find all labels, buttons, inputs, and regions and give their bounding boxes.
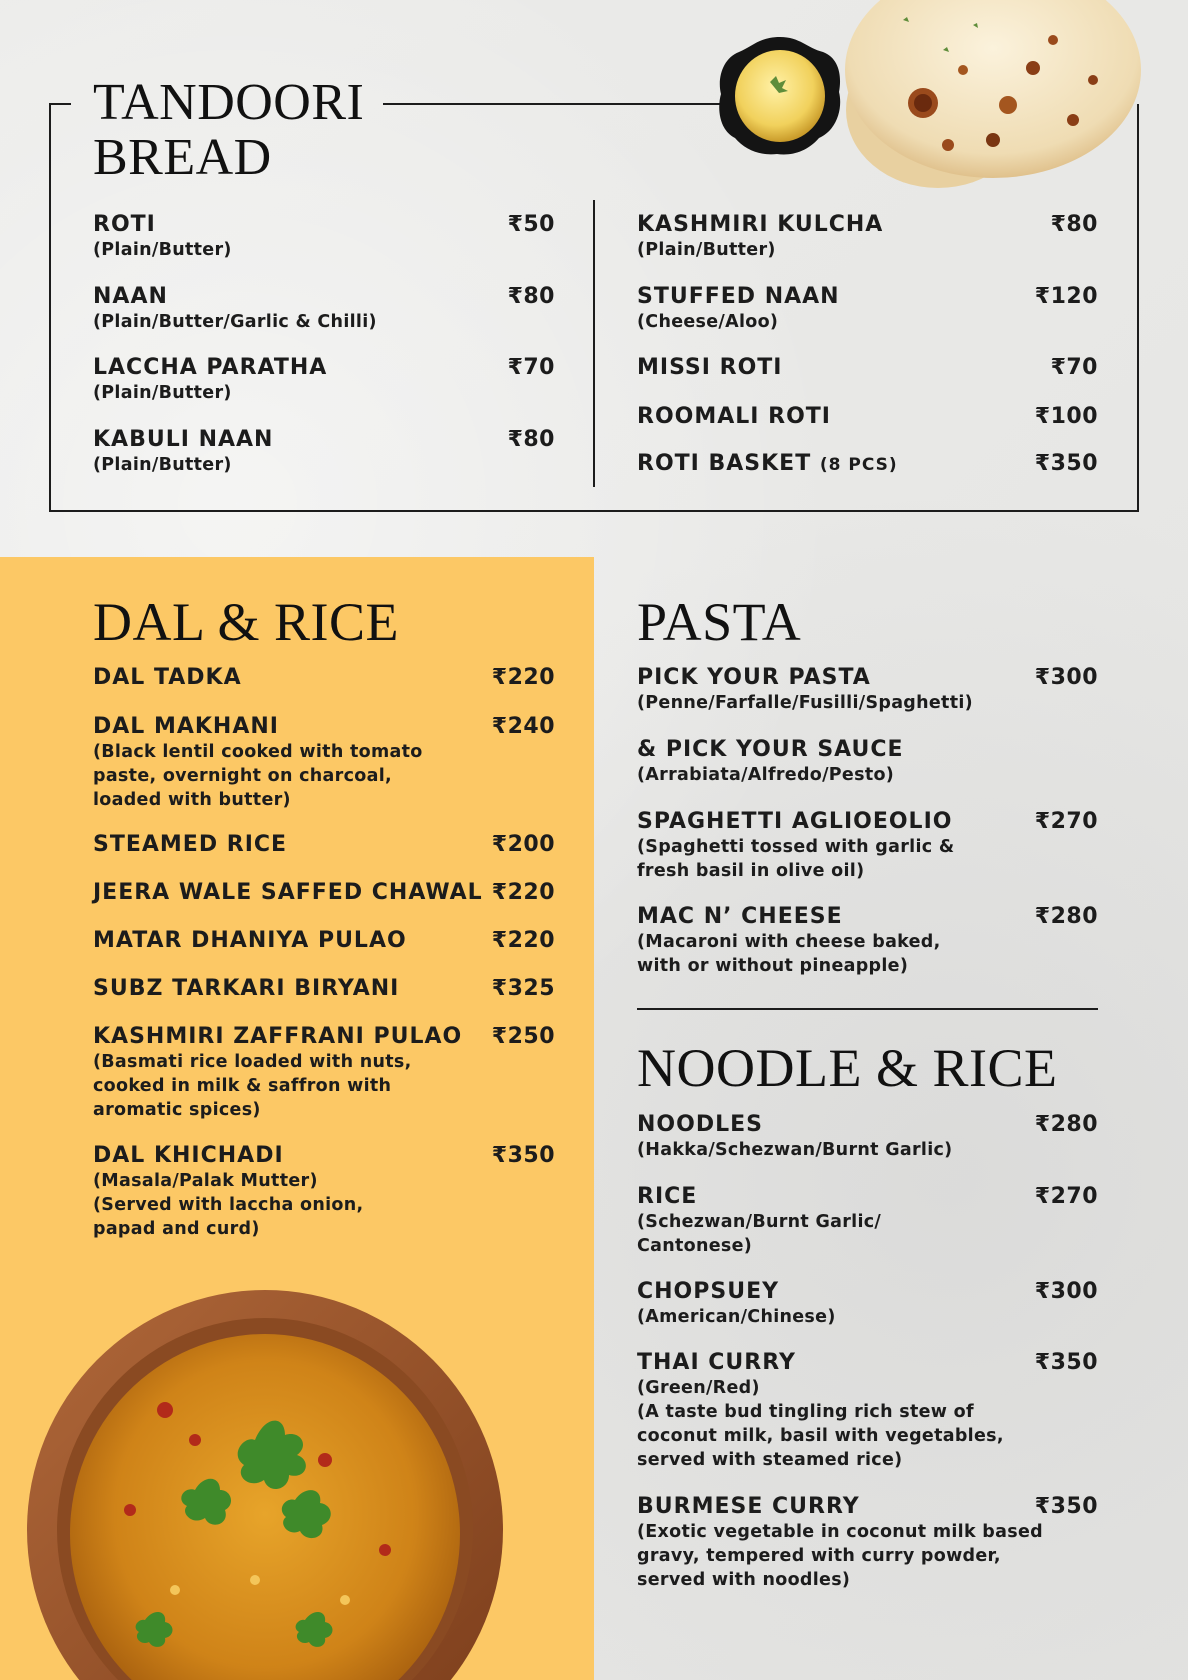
item-name: ROTI BASKET [637,451,812,476]
item-price: ₹80 [507,284,555,309]
menu-item [637,1350,1098,1472]
item-price: ₹280 [1034,1112,1098,1137]
item-desc-line: (Penne/Farfalle/Fusilli/Spaghetti) [637,693,973,713]
item-name: ROOMALI ROTI [637,404,831,429]
item-name: KABULI NAAN [93,427,274,452]
item-name: KASHMIRI KULCHA [637,212,884,237]
tandoori-frame-top-right [383,103,722,105]
item-price: ₹280 [1034,904,1098,929]
item-price: ₹70 [1050,355,1098,380]
item-price: ₹325 [491,976,555,1001]
item-desc-line: served with noodles) [637,1570,851,1590]
noodle-rice-title: NOODLE & RICE [637,1038,1058,1098]
item-desc-line: paste, overnight on charcoal, [93,766,392,786]
menu-item [93,714,555,812]
pasta-title: PASTA [637,592,802,652]
item-name-wrap [637,451,1098,478]
item-name: CHOPSUEY [637,1279,780,1304]
menu-item [637,737,1098,787]
item-price: ₹80 [507,427,555,452]
pasta-noodle-divider [637,1008,1098,1010]
menu-item [93,1024,555,1122]
item-name: PICK YOUR PASTA [637,665,871,690]
menu-item [637,665,1098,715]
item-desc: (Plain/Butter) [93,240,232,260]
item-desc-line: (Hakka/Schezwan/Burnt Garlic) [637,1140,953,1160]
item-name: & PICK YOUR SAUCE [637,737,904,762]
item-name: SUBZ TARKARI BIRYANI [93,976,400,1001]
menu-item [93,976,555,1002]
item-desc-line: (Masala/Palak Mutter) [93,1171,318,1191]
dal-bowl-image [25,1290,520,1680]
menu-item [637,284,1098,334]
item-name: RICE [637,1184,698,1209]
menu-item [93,427,555,477]
item-desc-line: gravy, tempered with curry powder, [637,1546,1001,1566]
menu-item [93,928,555,954]
item-price: ₹300 [1034,1279,1098,1304]
naan-image [843,0,1143,195]
item-desc-line: (Spaghetti tossed with garlic & [637,837,955,857]
tandoori-frame-top-left [49,103,71,105]
dip-bowl-image [715,34,845,159]
item-price: ₹220 [491,880,555,905]
item-name: MAC N’ CHEESE [637,904,843,929]
item-name: JEERA WALE SAFFED CHAWAL [93,880,483,905]
item-desc-line: cooked in milk & saffron with [93,1076,392,1096]
item-price: ₹350 [1034,1350,1098,1375]
item-desc-line: with or without pineapple) [637,956,909,976]
menu-item [637,355,1098,381]
item-desc: (Plain/Butter) [637,240,776,260]
item-price: ₹350 [1034,451,1098,476]
item-name: NOODLES [637,1112,763,1137]
item-name: MATAR DHANIYA PULAO [93,928,407,953]
item-price: ₹220 [491,928,555,953]
item-desc-line: loaded with butter) [93,790,291,810]
item-name: BURMESE CURRY [637,1494,860,1519]
menu-item [93,284,555,334]
item-price: ₹300 [1034,665,1098,690]
item-name-suffix: (8 PCS) [819,455,898,475]
tandoori-title-line1: TANDOORI [93,74,365,131]
item-desc-line: (Green/Red) [637,1378,760,1398]
menu-item [637,809,1098,883]
item-name: KASHMIRI ZAFFRANI PULAO [93,1024,463,1049]
item-desc: (Cheese/Aloo) [637,312,779,332]
item-price: ₹270 [1034,1184,1098,1209]
item-price: ₹240 [491,714,555,739]
item-name: THAI CURRY [637,1350,796,1375]
menu-item [637,1494,1098,1592]
tandoori-title [93,75,364,185]
item-name: DAL KHICHADI [93,1143,284,1168]
item-price: ₹100 [1034,404,1098,429]
item-desc-line: (American/Chinese) [637,1307,836,1327]
menu-item [93,1143,555,1241]
menu-item [637,1279,1098,1329]
menu-item [637,1112,1098,1162]
item-desc-line: (Exotic vegetable in coconut milk based [637,1522,1043,1542]
item-name: NAAN [93,284,168,309]
item-desc-line: (Served with laccha onion, [93,1195,364,1215]
item-desc-line: (Arrabiata/Alfredo/Pesto) [637,765,895,785]
item-desc-line: Cantonese) [637,1236,753,1256]
item-price: ₹350 [1034,1494,1098,1519]
menu-item [637,1184,1098,1258]
menu-item [93,832,555,858]
item-price: ₹120 [1034,284,1098,309]
item-desc-line: fresh basil in olive oil) [637,861,865,881]
menu-item [637,404,1098,430]
item-name: SPAGHETTI AGLIOEOLIO [637,809,953,834]
item-desc-line: (Macaroni with cheese baked, [637,932,941,952]
item-desc: (Plain/Butter) [93,383,232,403]
item-price: ₹270 [1034,809,1098,834]
item-name: DAL TADKA [93,665,242,690]
tandoori-title-line2: BREAD [93,129,272,186]
menu-item [93,212,555,262]
item-price: ₹350 [491,1143,555,1168]
item-name: DAL MAKHANI [93,714,279,739]
item-desc-line: (Black lentil cooked with tomato [93,742,423,762]
item-name: LACCHA PARATHA [93,355,328,380]
dal-rice-title: DAL & RICE [93,592,399,652]
item-name: MISSI ROTI [637,355,783,380]
item-price: ₹70 [507,355,555,380]
menu-item [637,451,1098,478]
menu-item [637,212,1098,262]
item-desc-line: coconut milk, basil with vegetables, [637,1426,1004,1446]
menu-item [93,665,555,691]
item-name: STEAMED RICE [93,832,288,857]
item-desc-line: served with steamed rice) [637,1450,903,1470]
item-price: ₹50 [507,212,555,237]
item-desc-line: papad and curd) [93,1219,260,1239]
item-price: ₹200 [491,832,555,857]
tandoori-column-divider [593,200,595,487]
item-desc-line: (Basmati rice loaded with nuts, [93,1052,412,1072]
item-name: STUFFED NAAN [637,284,840,309]
item-desc-line: (Schezwan/Burnt Garlic/ [637,1212,882,1232]
item-desc-line: aromatic spices) [93,1100,261,1120]
item-desc: (Plain/Butter) [93,455,232,475]
item-price: ₹80 [1050,212,1098,237]
item-price: ₹220 [491,665,555,690]
menu-item [93,880,555,906]
item-desc: (Plain/Butter/Garlic & Chilli) [93,312,377,332]
item-name: ROTI [93,212,156,237]
menu-item [93,355,555,405]
item-price: ₹250 [491,1024,555,1049]
item-desc-line: (A taste bud tingling rich stew of [637,1402,974,1422]
menu-item [637,904,1098,978]
